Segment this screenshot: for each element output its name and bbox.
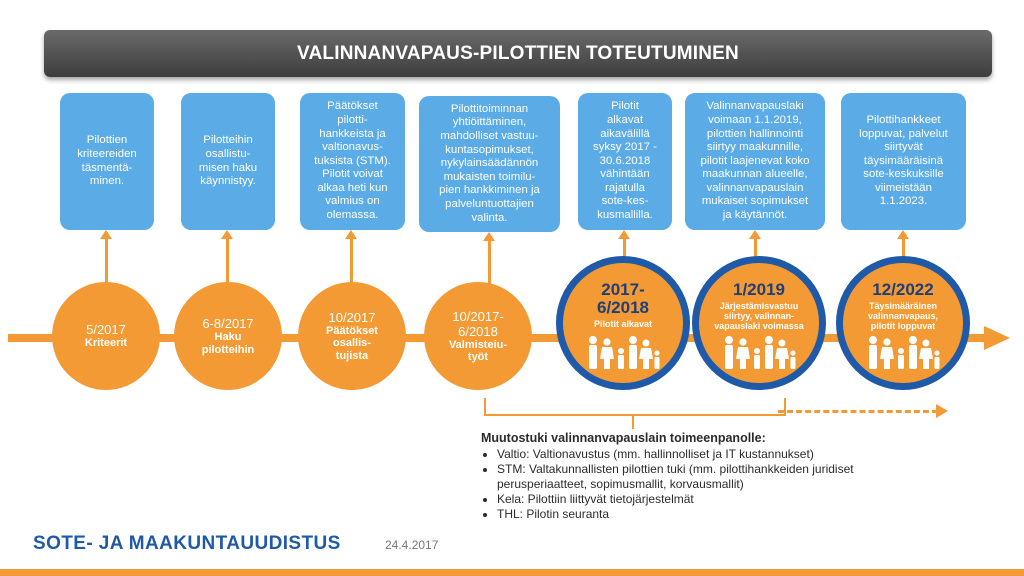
support-heading: Muutostuki valinnanvapauslain toimeenpanolle:: [481, 431, 766, 445]
connector-arrow-3: [350, 238, 353, 284]
connector-arrow-5: [623, 238, 626, 258]
footer-date: 24.4.2017: [385, 538, 439, 552]
brand-logo-text: SOTE- JA MAAKUNTAUUDISTUS: [33, 533, 341, 554]
info-box-6: Valinnanvapauslaki voimaan 1.1.2019, pilottien hallinnointi siirtyy maakunnille, pilotit laajenevat koko maakunnan alueelle, valinnanvapauslain mukaiset sopimukset ja käytännöt.: [685, 93, 825, 230]
support-brace-tip: [632, 415, 634, 429]
milestone-3: [298, 282, 406, 390]
milestone-7: [836, 256, 970, 390]
connector-arrow-1: [105, 238, 108, 284]
connector-arrow-7: [902, 238, 905, 258]
milestone-label: Pilotit alkavat: [593, 319, 653, 329]
milestone-label: Valmisteiu- työt: [448, 338, 508, 363]
family-icon: [719, 335, 799, 371]
title-bar: [44, 30, 992, 77]
milestone-5: [556, 256, 690, 390]
connector-arrow-4: [488, 240, 491, 284]
connector-arrow-2: [226, 238, 229, 284]
connector-arrow-6: [754, 238, 757, 258]
milestone-4: [424, 282, 532, 390]
page-title: VALINNANVAPAUS-PILOTTIEN TOTEUTUMINEN: [297, 42, 739, 64]
support-notes: [481, 431, 854, 522]
milestone-1: [52, 282, 160, 390]
info-box-1: Pilottien kriteereiden täsmentä- minen.: [60, 93, 154, 230]
timeline-arrow-head: [984, 326, 1010, 350]
dashed-arrow: [778, 410, 938, 413]
milestone-date: 10/2017- 6/2018: [452, 308, 504, 339]
support-brace: [484, 398, 786, 416]
info-box-7: Pilottihankkeet loppuvat, palvelut siirtyvät täysimääräisinä sote-keskuksille viimeistään 1.1.2023.: [841, 93, 966, 230]
milestone-date: 12/2022: [872, 280, 934, 299]
support-item: • Kela: Pilottiin liittyvät tietojärjestelmät: [497, 492, 854, 507]
milestone-label: Täysimääräinen valinnanvapaus, pilotit loppuvat: [867, 301, 939, 331]
info-box-2: Pilotteihin osallistu- misen haku käynnistyy.: [181, 93, 275, 230]
milestone-2: [174, 282, 282, 390]
info-box-3: Päätökset pilotti- hankkeista ja valtionavus- tuksista (STM). Pilotit voivat alkaa heti kun valmius on olemassa.: [300, 93, 405, 230]
info-box-5: Pilotit alkavat aikavälillä syksy 2017 - 30.6.2018 vähintään rajatulla sote-kes- kusmallilla.: [578, 93, 672, 230]
milestone-label: Järjestämisvastuu siirtyy, valinnan- vapauslaki voimassa: [714, 301, 804, 331]
support-item: • STM: Valtakunnallisten pilottien tuki (mm. pilottihankkeiden juridiset perusperiaatteet, sopimusmallit, korvausmallit): [497, 462, 854, 492]
support-item: • Valtio: Valtionavustus (mm. hallinnolliset ja IT kustannukset): [497, 447, 854, 462]
milestone-date: 6-8/2017: [202, 316, 254, 331]
milestone-label: Haku pilotteihin: [201, 331, 255, 356]
milestone-date: 1/2019: [733, 280, 785, 299]
support-item: • THL: Pilotin seuranta: [497, 507, 854, 522]
milestone-label: Päätökset osallis- tujista: [326, 324, 378, 362]
milestone-date: 10/2017: [328, 309, 376, 325]
milestone-date: 5/2017: [86, 322, 126, 338]
family-icon: [583, 335, 663, 371]
support-list: [481, 447, 854, 522]
info-box-4: Pilottitoiminnan yhtiöittäminen, mahdolliset vastuu- kuntasopimukset, nykylainsäädännön mukaisten toimilu- pien hankkiminen ja palveluntuottajien valinta.: [419, 96, 560, 232]
milestone-label: Kriteerit: [84, 337, 128, 350]
footer-line: [0, 569, 1024, 576]
family-icon: [863, 335, 943, 371]
milestone-6: [692, 256, 826, 390]
milestone-date: 2017- 6/2018: [597, 280, 649, 317]
dashed-arrow-head: [936, 404, 948, 418]
